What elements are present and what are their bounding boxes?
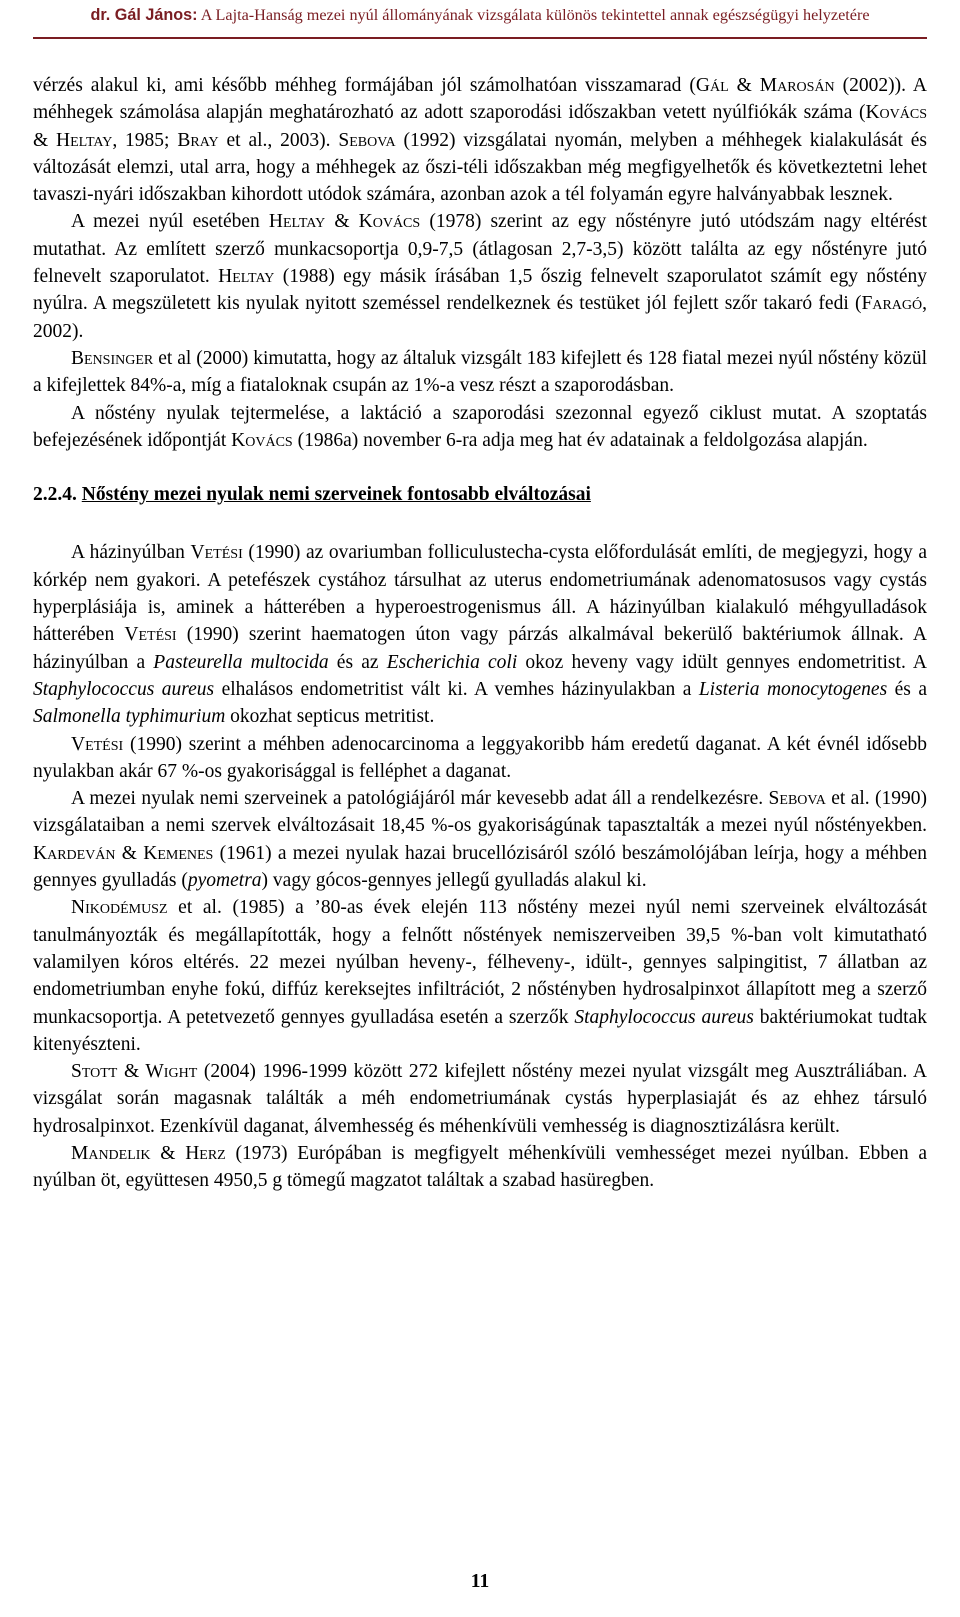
text-run: A nőstény nyulak tejtermelése, a laktáció a szaporodási szezonnal egyező ciklust mutat. A szoptatás befejezésének időpontját	[33, 402, 927, 451]
species-name: Pasteurella multocida	[153, 651, 329, 673]
paragraph	[33, 345, 927, 400]
running-header	[0, 0, 960, 38]
text-run: (1978) szerint az egy nőstényre jutó utódszám nagy eltérést mutathat. Az említett szerző munkacsoportja 0,9-7,5 (átlagosan 2,7-3,5) között találta az egy nőstényre jutó felnevelt szaporulatot.	[33, 211, 927, 288]
text-run: et al. (1985) a ’80-as évek elején 113 nőstény mezei nyúl nemi szerveinek elváltozását tanulmányozták és megállapították, hogy a felnőtt nőstények nemiszerveiben 39,5 %-ban volt kimutatható valamilyen kóros eltérés. 22 mezei nyúlban heveny-, félheveny-, idült-, gennyes salpingitist, 7 állatban az endometriumban enyhe fokú, diffúz kereksejtes infiltrációt, 2 nőstényben hydrosalpinxot állapított meg a szerző munkacsoportja. A petetvezető gennyes gyulladása esetén a szerzők	[33, 897, 927, 1028]
paragraph	[33, 894, 927, 1058]
text-run: (2002)). A méhhegek számolása alapján meghatározható az adott szaporodási időszakban vetett nyúlfiókák száma (	[33, 75, 927, 124]
species-name: Staphylococcus aureus	[33, 678, 215, 700]
author-name: Heltay	[218, 266, 275, 288]
paragraph	[33, 731, 927, 786]
author-name: Kovács & Heltay	[33, 102, 927, 151]
text-run: és a	[887, 678, 927, 700]
author-name: Faragó	[861, 293, 923, 315]
page-body	[33, 72, 927, 1195]
author-name: Vetési	[190, 542, 243, 564]
paragraph	[33, 1140, 927, 1195]
species-name: Salmonella typhimurium	[33, 706, 226, 728]
text-run: A mezei nyulak nemi szerveinek a patológiájáról már kevesebb adat áll a rendelkezésre.	[71, 788, 769, 810]
text-run: okoz heveny vagy idült gennyes endometritist. A	[517, 651, 927, 673]
text-run: (1973) Európában is megfigyelt méhenkívüli vemhességet mezei nyúlban. Ebben a nyúlban öt, együttesen 4950,5 g tömegű magzatot találtak a szabad hasüregben.	[33, 1142, 927, 1192]
paragraph	[33, 208, 927, 344]
author-name: Kovács	[231, 429, 293, 451]
paragraph	[33, 539, 927, 730]
species-name: Staphylococcus aureus	[574, 1006, 754, 1028]
text-run: elhalásos endometritist vált ki. A vemhes házinyulakban a	[214, 678, 699, 700]
text-run: (2004) 1996-1999 között 272 kifejlett nőstény mezei nyulat vizsgált meg Ausztráliában. A vizsgálat során magasnak találták a méh endometriumának cystás hyperplasiaját és az ehhez társuló hydrosalpinxot. Ezenkívül daganat, álvemhesség és méhenkívüli vemhesség is diagnosztizálásra került.	[33, 1061, 928, 1137]
author-name: Bray	[177, 129, 219, 151]
text-run: , 1985;	[112, 129, 178, 151]
author-name: Mandelik & Herz	[71, 1142, 226, 1164]
text-run: vérzés alakul ki, ami később méhheg formájában jól számolhatóan visszamarad (	[33, 75, 696, 96]
text-run: okozhat septicus metritist.	[225, 706, 435, 728]
paragraph	[33, 400, 927, 455]
species-name: Escherichia coli	[386, 651, 518, 673]
paragraph	[33, 1058, 927, 1140]
text-run: et al. (1990) vizsgálataiban a nemi szervek elváltozásait 18,45 %-os gyakoriságúnak tapasztalták a mezei nyúl nőstényekben.	[33, 788, 927, 837]
text-run: et al (2000) kimutatta, hogy az általuk vizsgált 183 kifejlett és 128 fiatal mezei nyúl nőstény közül a kifejlettek 84%-a, míg a fiataloknak csupán az 1%-a vesz részt a szaporodásban.	[33, 347, 927, 397]
header-rule	[33, 37, 927, 39]
header-author: dr. Gál János:	[90, 6, 198, 24]
section-number: 2.2.4.	[33, 484, 77, 506]
text-run: (1986a) november 6-ra adja meg hat év adatainak a feldolgozása alapján.	[292, 429, 868, 451]
author-name: Vetési	[124, 624, 177, 646]
text-run: , 2002).	[33, 293, 927, 342]
paragraph	[33, 785, 927, 894]
section-heading	[33, 481, 927, 508]
author-name: Sebova	[338, 129, 396, 151]
author-name: Bensinger	[71, 347, 154, 369]
text-run: (1990) az ovariumban folliculustecha-cysta előfordulását említi, de megjegyzi, hogy a kórkép nem gyakori. A petefészek cystához társulhat az uterus endometriumának adenomatosusos vagy cystás hyperplásiája is, aminek a hátterében a hyperoestrogenismus áll. A házinyúlban kialakuló méhgyulladások hátterében	[33, 542, 927, 646]
text-run: (1961) a mezei nyulak hazai brucellózisáról szóló beszámolójában leírja, hogy a méhben gennyes gyulladás (	[33, 842, 927, 892]
header-title: A Lajta-Hanság mezei nyúl állományának vizsgálata különös tekintettel annak egészségügyi helyzetére	[200, 6, 870, 24]
author-name: Sebova	[768, 788, 826, 810]
page-number: 11	[470, 1571, 490, 1592]
text-run: ) vagy gócos-gennyes jellegű gyulladás alakul ki.	[261, 870, 647, 892]
text-run: és az	[328, 651, 387, 673]
text-run: (1988) egy másik írásában 1,5 őszig felnevelt szaporulatot számít egy nőstény nyúlra. A megszületett kis nyulak nyitott szeméssel rendelkeznek és testüket jól fejlett szőr takaró fedi (	[33, 266, 927, 315]
text-run: baktériumokat tudtak kitenyészteni.	[33, 1006, 927, 1055]
author-name: Kardeván & Kemenes	[33, 842, 214, 864]
author-name: Stott & Wight	[71, 1061, 198, 1083]
author-name: Gál & Marosán	[695, 75, 835, 96]
author-name: Heltay & Kovács	[268, 211, 421, 233]
text-run: et al., 2003).	[218, 129, 339, 151]
text-run: (1990) szerint a méhben adenocarcinoma a leggyakoribb hám eredetű daganat. A két évnél idősebb nyulakban akár 67 %-os gyakorisággal is felléphet a daganat.	[33, 733, 927, 782]
section-title: Nőstény mezei nyulak nemi szerveinek fontosabb elváltozásai	[81, 484, 591, 506]
text-run: (1992) vizsgálatai nyomán, melyben a méhhegek kialakulását és változását elemzi, utal arra, hogy a méhhegek az őszi-téli időszakban még megfigyelhetők és következtetni lehet tavaszi-nyári időszakban kihordott utódok számára, azonban azok a tél folyamán egyre halványabbak lesznek.	[33, 129, 928, 206]
author-name: Nikodémusz	[71, 897, 168, 919]
species-name: Listeria monocytogenes	[698, 678, 888, 700]
author-name: Vetési	[71, 733, 124, 755]
paragraph	[33, 72, 927, 208]
species-name: pyometra	[187, 870, 262, 892]
text-run: A házinyúlban	[71, 542, 191, 564]
text-run: (1990) szerint haematogen úton vagy párzás alkalmával bekerülő baktériumok állnak. A házinyúlban a	[33, 624, 927, 673]
text-run: A mezei nyúl esetében	[71, 211, 269, 233]
